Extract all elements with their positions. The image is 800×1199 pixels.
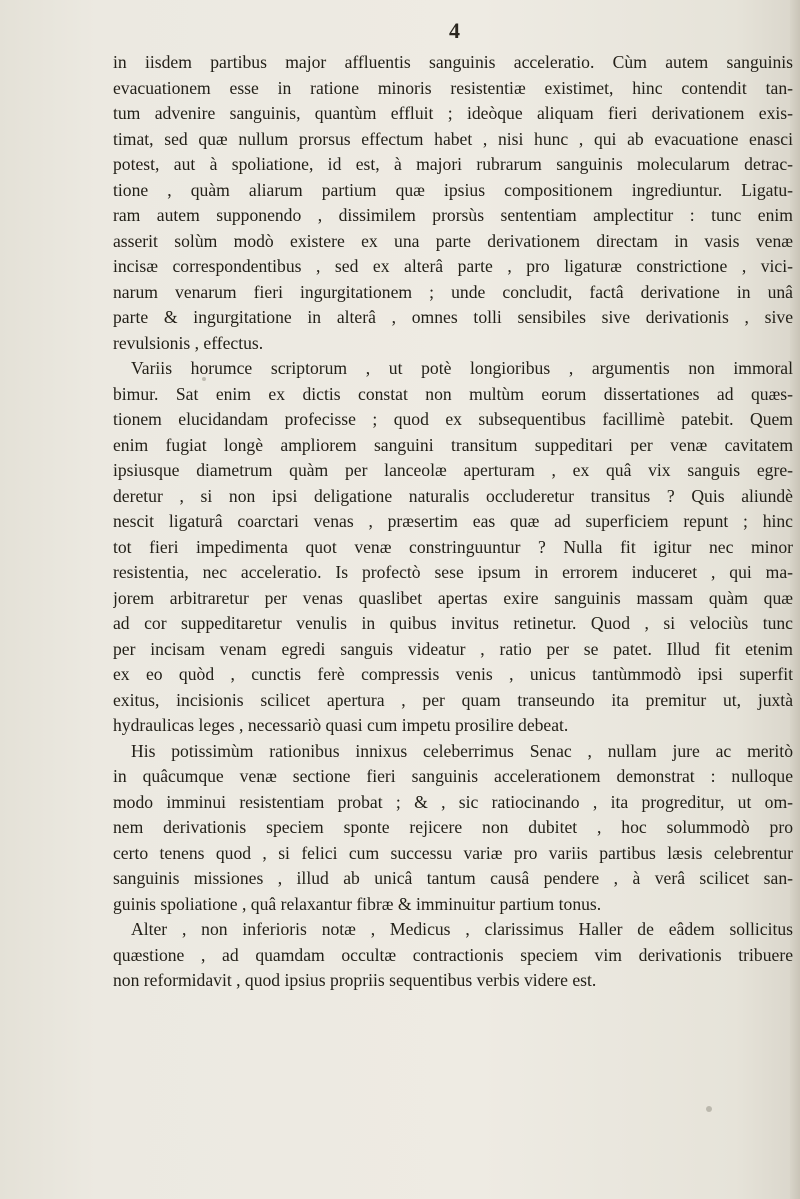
text-line: ex eo quòd , cunctis ferè compressis venis , unicus tantùmmodò ipsi superfit bbox=[113, 664, 793, 684]
text-line: nescit ligaturâ coarctari venas , præsertim eas quæ ad superficiem repunt ; hinc bbox=[113, 511, 793, 531]
text-line: bimur. Sat enim ex dictis constat non multùm eorum dissertationes ad quæs- bbox=[113, 383, 793, 404]
paragraph bbox=[113, 356, 793, 739]
text-line: nem derivationis speciem sponte rejicere non dubitet , hoc solummodò pro bbox=[113, 817, 793, 837]
paragraph bbox=[113, 739, 793, 918]
text-line: Variis horumce scriptorum , ut potè longioribus , argumentis non immoral bbox=[131, 358, 793, 378]
text-line: modo imminui resistentiam probat ; & , sic ratiocinando , ita progreditur, ut om- bbox=[113, 791, 793, 812]
page-number: 4 bbox=[449, 18, 460, 43]
text-line: resistentia, nec acceleratio. Is profectò sese ipsum in errorem induceret , qui ma- bbox=[113, 562, 793, 582]
text-line: in quâcumque venæ sectione fieri sanguinis accelerationem demonstrat : nulloque bbox=[113, 766, 793, 786]
text-line: hydraulicas leges , necessariò quasi cum impetu prosilire debeat. bbox=[113, 715, 569, 735]
text-line: ram autem supponendo , dissimilem prorsùs sententiam amplectitur : tunc enim bbox=[113, 205, 793, 225]
text-line: per incisam venam egredi sanguis videatur , ratio per se patet. Illud fit etenim bbox=[113, 638, 793, 659]
paragraph bbox=[113, 917, 793, 994]
text-line: enim fugiat longè ampliorem sanguini transitum suppeditari per venæ cavitatem bbox=[113, 434, 793, 455]
text-line: potest, aut à spoliatione, id est, à majori rubrarum sanguinis molecularum detrac- bbox=[113, 154, 793, 174]
text-line: His potissimùm rationibus innixus celeberrimus Senac , nullam jure ac meritò bbox=[131, 740, 793, 761]
ink-speck bbox=[706, 1106, 712, 1112]
text-line: deretur , si non ipsi deligatione naturalis occluderetur transitus ? Quis aliundè bbox=[113, 485, 793, 506]
paragraph bbox=[113, 50, 793, 356]
text-line: sanguinis missiones , illud ab unicâ tantum causâ pendere , à verâ scilicet san- bbox=[113, 868, 793, 888]
text-line: asserit solùm modò existere ex una parte derivationem directam in vasis venæ bbox=[113, 230, 793, 251]
text-line: guinis spoliatione , quâ relaxantur fibræ & imminuitur partium tonus. bbox=[113, 893, 602, 914]
text-line: tione , quàm aliarum partium quæ ipsius compositionem ingrediuntur. Ligatu- bbox=[113, 179, 793, 200]
text-body bbox=[113, 50, 793, 994]
text-line: timat, sed quæ nullum prorsus effectum habet , nisi hunc , qui ab evacuatione enasci bbox=[113, 128, 793, 149]
text-line: evacuationem esse in ratione minoris resistentiæ existimet, hinc contendit tan- bbox=[113, 77, 793, 98]
ink-speck bbox=[202, 377, 206, 381]
text-line: ad cor suppeditaretur venulis in quibus invitus retinetur. Quod , si velociùs tunc bbox=[113, 613, 793, 633]
text-line: non reformidavit , quod ipsius propriis sequentibus verbis videre est. bbox=[113, 970, 597, 990]
text-line: quæstione , ad quamdam occultæ contractionis speciem vim derivationis tribuere bbox=[113, 944, 793, 965]
text-line: parte & ingurgitatione in alterâ , omnes tolli sensibiles sive derivationis , sive bbox=[113, 307, 793, 327]
text-line: exitus, incisionis scilicet apertura , per quam transeundo ita premitur ut, juxtà bbox=[113, 689, 793, 710]
text-line: in iisdem partibus major affluentis sanguinis acceleratio. Cùm autem sanguinis bbox=[113, 52, 793, 72]
text-line: tionem elucidandam profecisse ; quod ex subsequentibus facillimè patebit. Quem bbox=[113, 409, 793, 429]
text-line: jorem arbitraretur per venas quaslibet apertas exire sanguinis massam quàm quæ bbox=[113, 587, 793, 608]
text-line: certo tenens quod , si felici cum successu variæ pro variis partibus læsis celebrentur bbox=[113, 842, 793, 863]
text-line: tum advenire sanguinis, quantùm effluit ; ideòque aliquam fieri derivationem exis- bbox=[113, 103, 793, 123]
text-line: revulsionis , effectus. bbox=[113, 332, 264, 353]
text-line: tot fieri impedimenta quot venæ constringuuntur ? Nulla fit igitur nec minor bbox=[113, 536, 793, 557]
text-line: incisæ correspondentibus , sed ex alterâ parte , pro ligaturæ constrictione , vici- bbox=[113, 256, 793, 276]
text-line: Alter , non inferioris notæ , Medicus , clarissimus Haller de eâdem sollicitus bbox=[131, 919, 793, 939]
text-line: narum venarum fieri ingurgitationem ; unde concludit, factâ derivatione in unâ bbox=[113, 281, 793, 302]
text-line: ipsiusque diametrum quàm per lanceolæ aperturam , ex quâ vix sanguis egre- bbox=[113, 460, 793, 480]
